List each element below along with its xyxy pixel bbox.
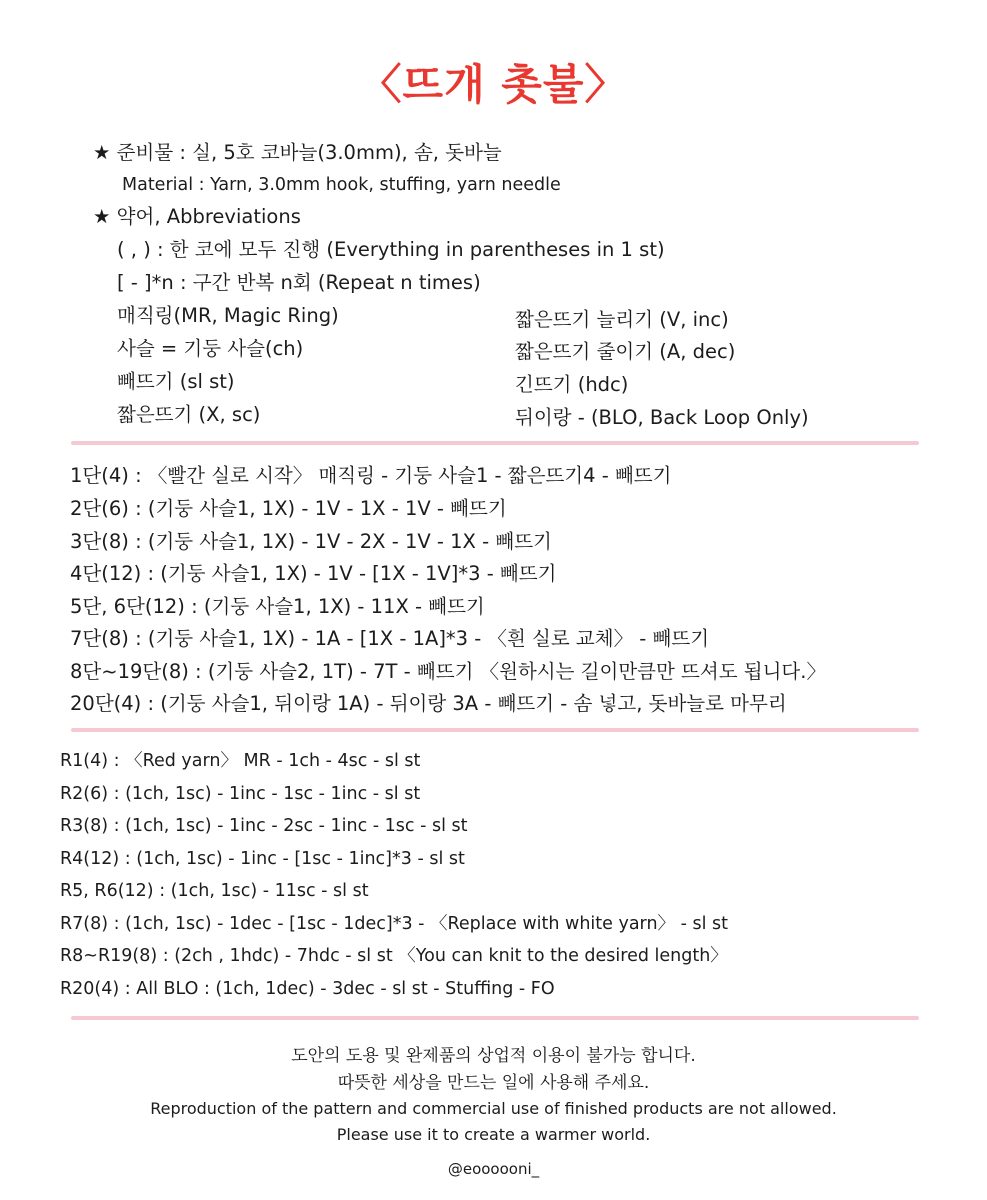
pattern-row-en: R3(8) : (1ch, 1sc) - 1inc - 2sc - 1inc - 1sc - sl st xyxy=(60,816,468,836)
pattern-row-ko: 20단(4) : (기둥 사슬1, 뒤이랑 1A) - 뒤이랑 3A - 빼뜨기 - 솜 넣고, 돗바늘로 마무리 xyxy=(70,692,787,715)
page-title: 〈뜨개 촛불〉 xyxy=(359,60,628,109)
notice-ko-line: 따뜻한 세상을 만드는 일에 사용해 주세요. xyxy=(337,1073,650,1093)
abbr-parentheses: ( , ) : 한 코에 모두 진행 (Everything in parentheses in 1 st) xyxy=(117,238,665,261)
abbr-right-item: 짧은뜨기 늘리기 (V, inc) xyxy=(515,308,729,331)
abbr-right-item: 뒤이랑 - (BLO, Back Loop Only) xyxy=(515,406,809,429)
materials-en: Material : Yarn, 3.0mm hook, stuffing, yarn needle xyxy=(122,175,561,195)
pattern-row-ko: 4단(12) : (기둥 사슬1, 1X) - 1V - [1X - 1V]*3 - 빼뜨기 xyxy=(70,562,557,585)
pattern-row-ko: 7단(8) : (기둥 사슬1, 1X) - 1A - [1X - 1A]*3 - 〈흰 실로 교체〉 - 빼뜨기 xyxy=(70,627,710,650)
abbr-left-item: 사슬 = 기둥 사슬(ch) xyxy=(117,337,304,360)
pattern-row-en: R20(4) : All BLO : (1ch, 1dec) - 3dec - sl st - Stuffing - FO xyxy=(60,979,555,999)
pattern-row-ko: 5단, 6단(12) : (기둥 사슬1, 1X) - 11X - 빼뜨기 xyxy=(70,595,485,618)
notice-en-line: Reproduction of the pattern and commercial use of finished products are not allowed. xyxy=(150,1099,837,1118)
pattern-row-en: R5, R6(12) : (1ch, 1sc) - 11sc - sl st xyxy=(60,881,369,901)
pattern-row-ko: 3단(8) : (기둥 사슬1, 1X) - 1V - 2X - 1V - 1X - 빼뜨기 xyxy=(70,530,552,553)
pattern-row-ko: 1단(4) : 〈빨간 실로 시작〉 매직링 - 기둥 사슬1 - 짧은뜨기4 - 빼뜨기 xyxy=(70,464,672,487)
section-divider xyxy=(71,441,919,445)
abbr-right-item: 긴뜨기 (hdc) xyxy=(515,373,629,396)
section-divider xyxy=(71,1016,919,1020)
materials-ko: ★ 준비물 : 실, 5호 코바늘(3.0mm), 솜, 돗바늘 xyxy=(93,141,502,164)
pattern-row-ko: 8단~19단(8) : (기둥 사슬2, 1T) - 7T - 빼뜨기 〈원하시는 길이만큼만 뜨셔도 됩니다.〉 xyxy=(70,660,826,683)
abbr-left-item: 짧은뜨기 (X, sc) xyxy=(117,403,261,426)
notice-en-line: Please use it to create a warmer world. xyxy=(336,1125,651,1144)
abbr-left-item: 빼뜨기 (sl st) xyxy=(117,370,235,393)
author-handle: @eoooooni_ xyxy=(447,1160,540,1178)
section-divider xyxy=(71,728,919,732)
pattern-row-en: R8~R19(8) : (2ch , 1hdc) - 7hdc - sl st 〈You can knit to the desired length〉 xyxy=(60,946,728,966)
abbreviations-heading: ★ 약어, Abbreviations xyxy=(93,205,301,228)
abbr-left-item: 매직링(MR, Magic Ring) xyxy=(117,304,339,327)
pattern-row-en: R1(4) : 〈Red yarn〉 MR - 1ch - 4sc - sl st xyxy=(60,751,421,771)
abbr-right-item: 짧은뜨기 줄이기 (A, dec) xyxy=(515,340,736,363)
pattern-row-en: R4(12) : (1ch, 1sc) - 1inc - [1sc - 1inc]*3 - sl st xyxy=(60,849,465,869)
abbr-repeat: [ - ]*n : 구간 반복 n회 (Repeat n times) xyxy=(117,271,481,294)
pattern-row-en: R2(6) : (1ch, 1sc) - 1inc - 1sc - 1inc - sl st xyxy=(60,784,421,804)
pattern-row-en: R7(8) : (1ch, 1sc) - 1dec - [1sc - 1dec]*3 - 〈Replace with white yarn〉 - sl st xyxy=(60,914,728,934)
notice-ko-line: 도안의 도용 및 완제품의 상업적 이용이 불가능 합니다. xyxy=(291,1046,696,1066)
pattern-row-ko: 2단(6) : (기둥 사슬1, 1X) - 1V - 1X - 1V - 빼뜨기 xyxy=(70,497,507,520)
